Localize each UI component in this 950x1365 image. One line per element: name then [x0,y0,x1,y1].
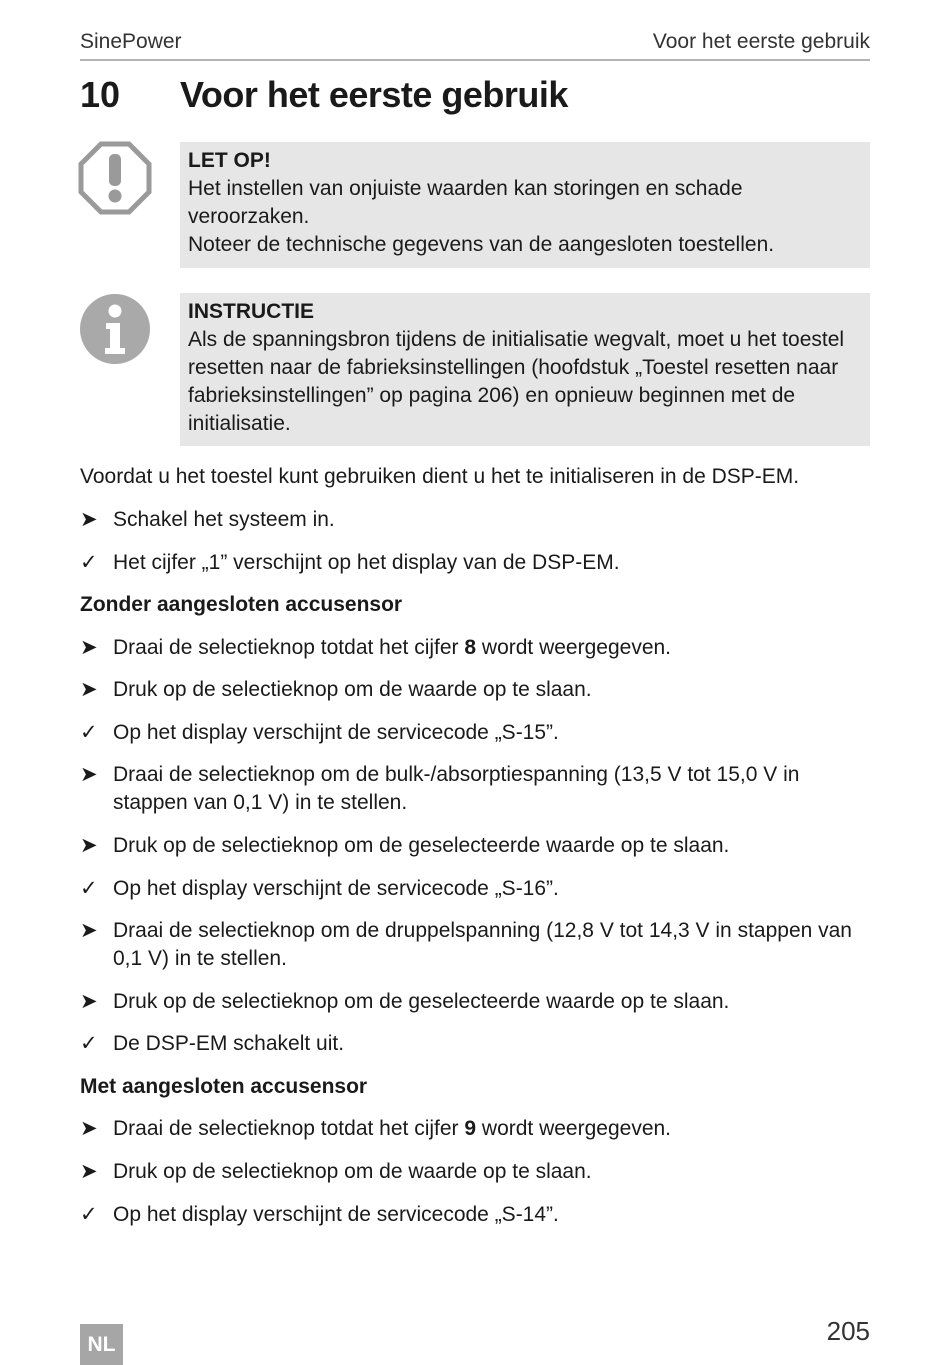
arrow-bullet-icon: ➤ [80,1160,98,1183]
instruction-heading: INSTRUCTIE [188,300,314,323]
step-text: Op het display verschijnt de servicecode „S-16”. [113,877,559,900]
notice-line: veroorzaken. [188,205,310,228]
step-text: Op het display verschijnt de servicecode „S-15”. [113,721,559,744]
action-step [80,761,870,817]
step-text [113,1115,870,1143]
step-text-part: Draai de selectieknop totdat het cijfer [113,1117,465,1140]
result-step [80,1030,870,1058]
section-heading-without-sensor: Zonder aangesloten accusensor [80,593,403,616]
arrow-bullet-icon: ➤ [80,636,98,659]
warning-octagon-icon [78,141,152,215]
intro-paragraph: Voordat u het toestel kunt gebruiken dient u het te initialiseren in de DSP-EM. [80,465,800,488]
step-text: De DSP-EM schakelt uit. [113,1032,345,1055]
info-icon [78,292,152,366]
action-step [80,917,870,973]
step-text-part: wordt weergegeven. [476,1117,672,1140]
step-text: Schakel het systeem in. [113,508,335,531]
checkmark-icon: ✓ [80,1203,98,1226]
instruction-line: initialisatie. [188,412,291,435]
action-step [80,1158,870,1186]
action-step [80,832,870,860]
arrow-bullet-icon: ➤ [80,1117,98,1140]
step-text-line: Draai de selectieknop om de druppelspanning (12,8 V tot 14,3 V in stappen van [113,919,852,942]
notice-heading: LET OP! [188,149,271,172]
header-section-name: Voor het eerste gebruik [652,30,870,53]
step-text: Het cijfer „1” verschijnt op het display van de DSP-EM. [113,551,620,574]
step-digit: 9 [464,1117,477,1140]
arrow-bullet-icon: ➤ [80,508,98,531]
arrow-bullet-icon: ➤ [80,763,98,786]
step-text: Druk op de selectieknop om de geselecteerde waarde op te slaan. [113,990,730,1013]
checkmark-icon: ✓ [80,1032,98,1055]
action-step [80,1115,870,1143]
action-step [80,988,870,1016]
checkmark-icon: ✓ [80,877,98,900]
arrow-bullet-icon: ➤ [80,834,98,857]
arrow-bullet-icon: ➤ [80,990,98,1013]
page-number: 205 [826,1316,870,1346]
notice-line: Noteer de technische gegevens van de aangesloten toestellen. [188,233,775,256]
step-digit: 8 [464,636,477,659]
step-text [113,634,870,662]
step-text: Druk op de selectieknop om de geselecteerde waarde op te slaan. [113,834,730,857]
notice-line: Het instellen van onjuiste waarden kan storingen en schade [188,177,743,200]
step-text: Op het display verschijnt de servicecode „S-14”. [113,1203,559,1226]
arrow-bullet-icon: ➤ [80,919,98,942]
arrow-bullet-icon: ➤ [80,678,98,701]
result-step [80,875,870,903]
step-text: Druk op de selectieknop om de waarde op te slaan. [113,1160,592,1183]
step-text: Druk op de selectieknop om de waarde op te slaan. [113,678,592,701]
step-text-line: stappen van 0,1 V) in te stellen. [113,791,408,814]
instruction-line: fabrieksinstellingen” op pagina 206) en opnieuw beginnen met de [188,384,796,407]
checkmark-icon: ✓ [80,551,98,574]
instruction-box [180,293,870,446]
instruction-line: resetten naar de fabrieksinstellingen (hoofdstuk „Toestel resetten naar [188,356,839,379]
result-step [80,719,870,747]
section-heading-with-sensor: Met aangesloten accusensor [80,1075,368,1098]
step-text-part: wordt weergegeven. [476,636,672,659]
result-step [80,549,870,577]
notice-box [180,142,870,268]
chapter-title: Voor het eerste gebruik [180,74,568,115]
header-product-name: SinePower [80,30,182,53]
action-step [80,676,870,704]
action-step [80,506,870,534]
instruction-line: Als de spanningsbron tijdens de initialisatie wegvalt, moet u het toestel [188,328,845,351]
language-badge: NL [80,1324,123,1365]
result-step [80,1201,870,1229]
header-divider [80,59,870,61]
checkmark-icon: ✓ [80,721,98,744]
chapter-number: 10 [80,74,121,115]
action-step [80,634,870,662]
step-text-part: Draai de selectieknop totdat het cijfer [113,636,465,659]
step-text-line: Draai de selectieknop om de bulk-/absorptiespanning (13,5 V tot 15,0 V in [113,763,800,786]
step-text-line: 0,1 V) in te stellen. [113,947,287,970]
